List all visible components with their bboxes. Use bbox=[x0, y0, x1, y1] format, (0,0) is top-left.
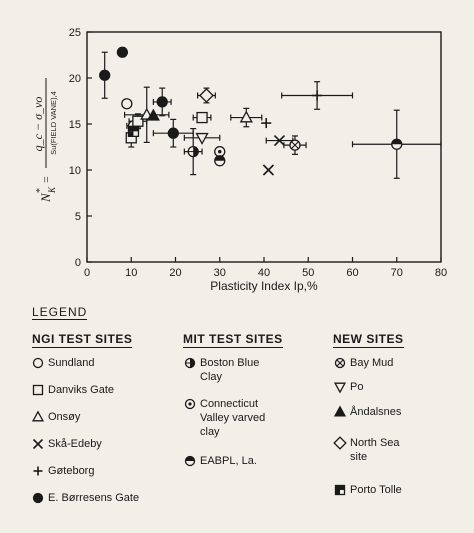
marker-shape bbox=[334, 437, 346, 449]
y-tick-label: 25 bbox=[68, 27, 81, 39]
legend-symbol bbox=[335, 383, 345, 392]
x-tick-label: 70 bbox=[390, 267, 403, 279]
y-axis-label-eq: = bbox=[39, 176, 53, 183]
legend-symbol bbox=[34, 359, 43, 368]
legend-item-label: E. Børresens Gate bbox=[48, 492, 140, 504]
marker-shape bbox=[200, 89, 213, 102]
y-axis-label-denominator: Su(FIELD VANE),4 bbox=[49, 91, 58, 155]
data-point bbox=[200, 89, 213, 102]
data-point bbox=[261, 118, 271, 128]
legend-symbol bbox=[335, 407, 345, 416]
marker-shape bbox=[188, 402, 191, 405]
marker-shape bbox=[197, 113, 207, 123]
data-point bbox=[188, 147, 198, 157]
plot-frame bbox=[87, 32, 441, 262]
x-axis-label: Plasticity Index Ip,% bbox=[210, 279, 318, 293]
legend-symbol bbox=[186, 359, 195, 368]
y-axis-label-star: * bbox=[35, 188, 46, 193]
data-point bbox=[392, 139, 402, 149]
data-point bbox=[263, 165, 273, 175]
y-axis-label-numerator: q_c − σ_vo bbox=[31, 96, 45, 152]
legend-symbol bbox=[336, 359, 345, 368]
y-tick-label: 5 bbox=[74, 211, 81, 223]
legend-group-ngi-header: NGI TEST SITES bbox=[32, 332, 133, 346]
legend-group-mit-header: MIT TEST SITES bbox=[183, 332, 283, 346]
x-tick-label: 50 bbox=[302, 267, 315, 279]
legend-item-label: Porto Tolle bbox=[350, 484, 402, 496]
legend-symbol bbox=[34, 467, 43, 476]
x-tick-label: 30 bbox=[213, 267, 226, 279]
marker-shape bbox=[33, 412, 43, 421]
marker-fill bbox=[336, 486, 345, 491]
data-point bbox=[157, 97, 167, 107]
data-point bbox=[215, 147, 225, 157]
data-point bbox=[122, 99, 132, 109]
data-point bbox=[100, 70, 110, 80]
legend-item-label: Po bbox=[350, 381, 364, 393]
y-tick-label: 15 bbox=[68, 119, 81, 131]
data-point bbox=[290, 140, 300, 150]
legend-group-new-header: NEW SITES bbox=[333, 332, 404, 346]
legend-item-label: Clay bbox=[200, 371, 223, 383]
legend-item-label: site bbox=[350, 451, 368, 463]
data-point bbox=[197, 113, 207, 123]
marker-shape bbox=[197, 134, 208, 144]
legend-item-label: North Sea bbox=[350, 437, 400, 449]
legend-title: LEGEND bbox=[32, 305, 88, 319]
legend-symbol bbox=[186, 457, 195, 466]
marker-fill bbox=[128, 131, 133, 136]
marker-shape bbox=[335, 383, 345, 392]
marker-shape bbox=[34, 359, 43, 368]
y-tick-label: 20 bbox=[68, 73, 81, 85]
legend-symbol bbox=[33, 412, 43, 421]
x-tick-label: 80 bbox=[434, 267, 448, 279]
y-axis-label bbox=[31, 78, 58, 203]
marker-shape bbox=[168, 128, 178, 138]
legend-item-label: clay bbox=[200, 426, 220, 438]
x-tick-label: 40 bbox=[257, 267, 271, 279]
x-tick-label: 20 bbox=[169, 267, 182, 279]
legend-item-label: Gøteborg bbox=[48, 465, 95, 477]
legend-item-label: Sundland bbox=[48, 357, 95, 369]
marker-shape bbox=[34, 494, 43, 503]
legend-symbol bbox=[34, 494, 43, 503]
legend-item-label: Danviks Gate bbox=[48, 384, 115, 396]
legend-item-label: Åndalsnes bbox=[350, 406, 402, 418]
data-point bbox=[197, 134, 208, 144]
marker-shape bbox=[122, 99, 132, 109]
y-axis-label-n: N bbox=[38, 193, 53, 202]
legend-symbol bbox=[336, 486, 345, 495]
legend-item-label: Connecticut bbox=[200, 398, 259, 410]
legend-symbol bbox=[34, 386, 43, 395]
marker-shape bbox=[100, 70, 110, 80]
marker-fill bbox=[336, 490, 341, 495]
legend-item-label: Valley varved bbox=[200, 412, 266, 424]
y-tick-label: 10 bbox=[68, 165, 81, 177]
legend-item-label: Onsøy bbox=[48, 411, 81, 423]
series-connecticut-valley-varved-clay bbox=[215, 147, 225, 157]
series-sk-edeby bbox=[263, 136, 292, 175]
series-porto-tolle bbox=[128, 126, 138, 136]
marker-fill bbox=[128, 126, 138, 131]
series-bay-mud bbox=[284, 136, 306, 154]
data-point bbox=[312, 90, 322, 100]
series-north-sea-site bbox=[198, 88, 216, 103]
legend-item-label: Skå-Edeby bbox=[48, 438, 102, 450]
series-g-teborg bbox=[261, 82, 352, 128]
data-point bbox=[117, 47, 127, 57]
legend-item-label: Boston Blue bbox=[200, 357, 260, 369]
data-point bbox=[215, 156, 225, 166]
marker-shape bbox=[117, 47, 127, 57]
data-point bbox=[168, 128, 178, 138]
legend-symbol bbox=[34, 440, 43, 449]
marker-shape bbox=[241, 112, 252, 122]
legend-item-label: Bay Mud bbox=[350, 357, 394, 369]
x-tick-label: 10 bbox=[125, 267, 138, 279]
y-tick-label: 0 bbox=[74, 257, 81, 269]
legend-symbol bbox=[186, 400, 195, 409]
x-tick-label: 0 bbox=[83, 267, 91, 279]
marker-shape bbox=[335, 407, 345, 416]
data-point bbox=[241, 112, 252, 122]
legend-symbol bbox=[334, 437, 346, 449]
series-po bbox=[184, 134, 219, 144]
x-tick-label: 60 bbox=[346, 267, 359, 279]
y-axis-label-k: K bbox=[47, 186, 57, 193]
marker-shape bbox=[157, 97, 167, 107]
marker-shape bbox=[218, 150, 222, 154]
marker-shape bbox=[34, 386, 43, 395]
data-point bbox=[128, 126, 138, 136]
legend-item-label: EABPL, La. bbox=[200, 455, 257, 467]
